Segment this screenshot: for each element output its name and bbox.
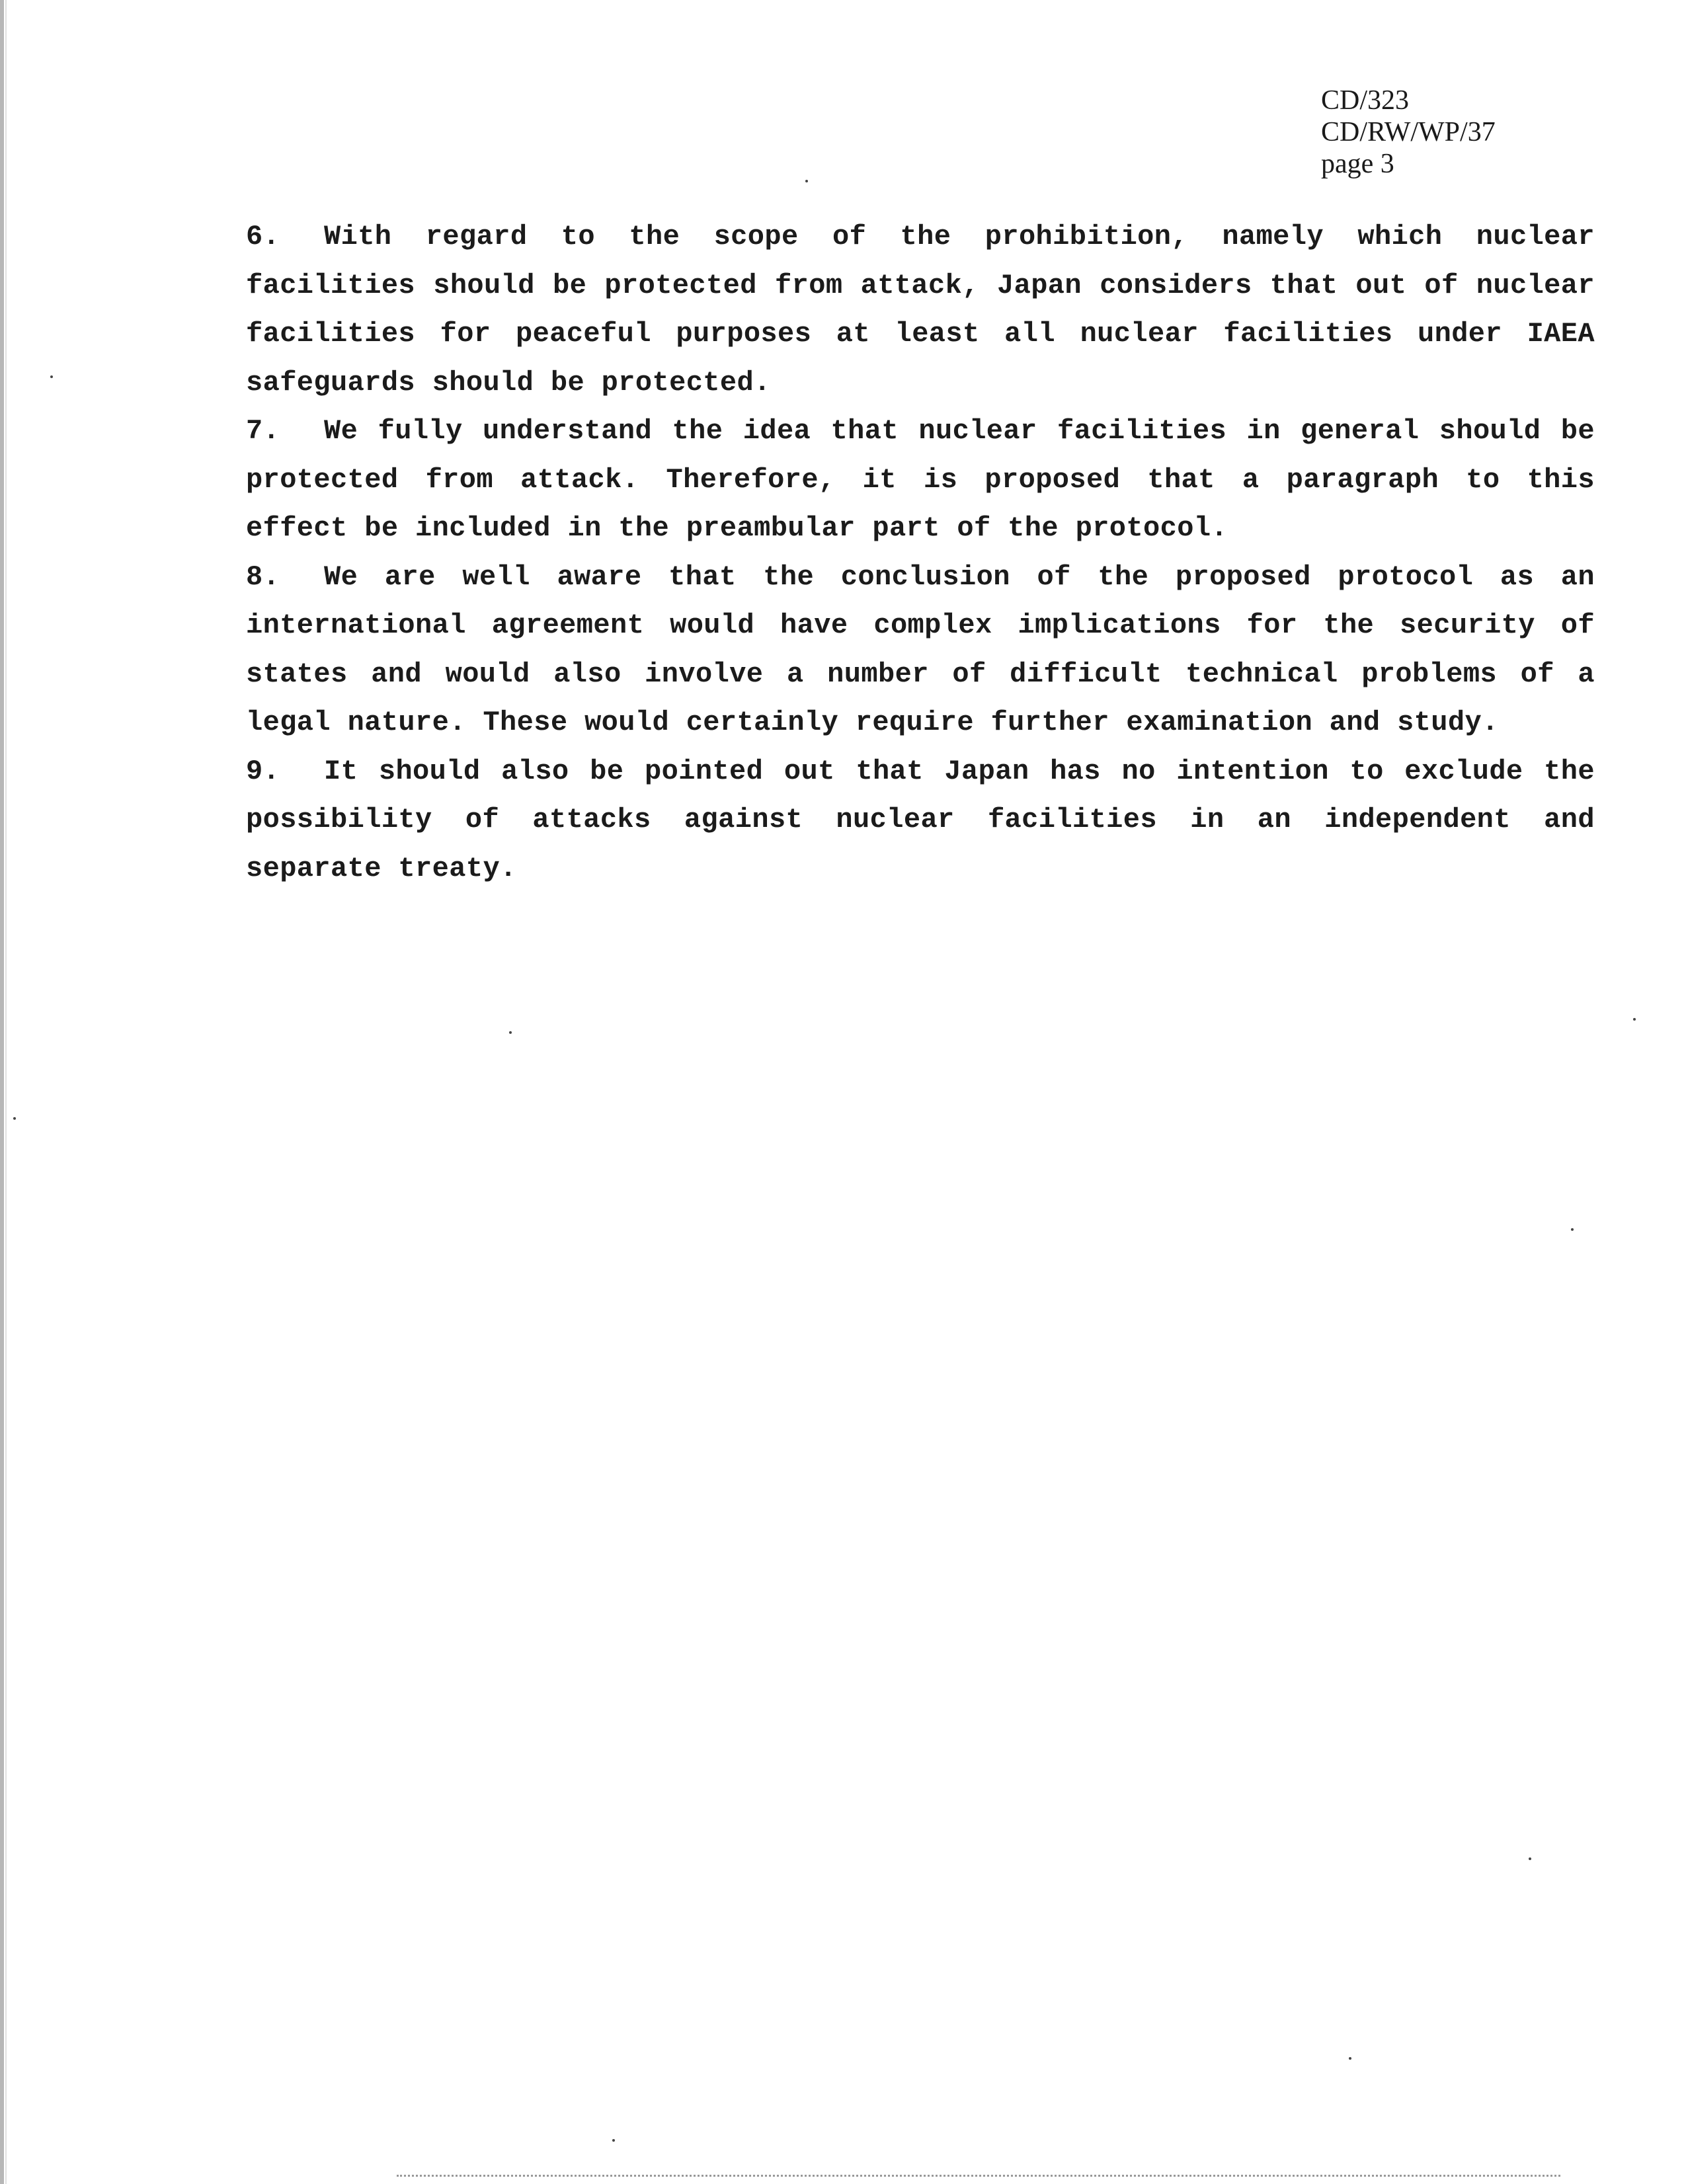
doc-symbol: CD/323 bbox=[1321, 85, 1410, 116]
paragraph-text: We are well aware that the conclusion of the proposed protocol as an international agreement would have complex implications for the security of states and would also involve a number of difficult technical problems of a legal nature. These would certainly require further examination and study. bbox=[246, 561, 1595, 738]
paragraph-number: 8. bbox=[246, 561, 280, 593]
scan-speck bbox=[509, 1031, 512, 1034]
scan-speck bbox=[13, 1117, 16, 1120]
paragraph-number: 7. bbox=[246, 415, 280, 447]
paragraph-6 bbox=[246, 213, 1595, 407]
document-body bbox=[246, 213, 1595, 893]
paragraph-text: We fully understand the idea that nuclear facilities in general should be protected from attack. Therefore, it is proposed that a paragraph to this effect be included in the preambular part of the protocol. bbox=[246, 415, 1595, 544]
scan-speck bbox=[1633, 1018, 1636, 1021]
paragraph-8 bbox=[246, 553, 1595, 748]
scan-speck bbox=[1571, 1228, 1574, 1231]
paragraph-number: 9. bbox=[246, 755, 280, 787]
working-paper-symbol: CD/RW/WP/37 bbox=[1321, 117, 1496, 147]
paragraph-9 bbox=[246, 748, 1595, 894]
scan-speck bbox=[1349, 2057, 1351, 2060]
scan-speck bbox=[612, 2139, 615, 2142]
page-number: page 3 bbox=[1321, 149, 1394, 179]
scan-speck bbox=[1529, 1857, 1531, 1860]
scan-left-edge bbox=[0, 0, 4, 2184]
scan-left-edge-shadow bbox=[5, 0, 7, 2184]
paragraph-text: With regard to the scope of the prohibition, namely which nuclear facilities should be protected from attack, Japan considers that out of nuclear facilities for peaceful purposes at least all nuclear facilities under IAEA safeguards should be protected. bbox=[246, 221, 1595, 399]
paragraph-text: It should also be pointed out that Japan has no intention to exclude the possibility of attacks against nuclear facilities in an independent and separate treaty. bbox=[246, 755, 1595, 884]
paragraph-number: 6. bbox=[246, 221, 280, 253]
scan-speck bbox=[50, 375, 53, 378]
scan-bottom-edge bbox=[397, 2175, 1560, 2177]
scan-speck bbox=[805, 180, 808, 182]
paragraph-7 bbox=[246, 407, 1595, 553]
document-reference bbox=[1321, 85, 1496, 180]
